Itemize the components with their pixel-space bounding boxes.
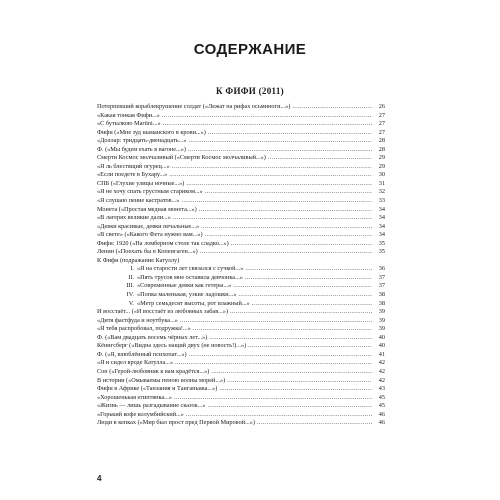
toc-entry-number: III. (126, 282, 134, 290)
toc-leader-dots (257, 419, 372, 428)
toc-entry-title: «В лагерях великие дали...» (97, 214, 171, 222)
toc-entry-title: «Пять трусов мне оставила девчонка...» (137, 273, 243, 281)
toc-entry-title: Фифи: 1920 («На ломберном столе так сладко...») (97, 239, 229, 247)
toc-entry (97, 146, 385, 155)
toc-entry (97, 394, 385, 403)
toc-entry-page: 27 (378, 120, 385, 128)
toc-leader-dots (173, 214, 372, 223)
toc-entry-page: 29 (378, 162, 385, 170)
toc-entry-title: Люди в кепках («Мир был прост пред Первой Мировой...») (97, 419, 255, 427)
toc-entry-page: 41 (378, 350, 385, 358)
toc-entry-title: В истории («Омываемы пеною волны морей...») (97, 376, 226, 384)
toc-leader-dots (193, 325, 372, 334)
toc-leader-dots (231, 240, 372, 249)
toc-entry (97, 308, 385, 317)
toc-entry (97, 240, 385, 249)
toc-leader-dots (208, 129, 372, 138)
toc-entry-title: «Если поедете в Бухару...» (97, 171, 168, 179)
toc-entry-page: 27 (378, 128, 385, 136)
toc-entry (97, 223, 385, 232)
toc-leader-dots (186, 411, 372, 420)
toc-entry-page: 39 (378, 316, 385, 324)
toc-entry-title: «Я и сидел вроде Катулла...» (97, 359, 174, 367)
toc-entry-page: 30 (378, 171, 385, 179)
toc-entry-number: II. (128, 273, 134, 281)
toc-leader-dots (268, 154, 372, 163)
toc-entry-page: 33 (378, 197, 385, 205)
toc-entry-title: «В свете» («Какого Фета нужно вам...») (97, 231, 203, 239)
toc-entry-page: 38 (378, 299, 385, 307)
toc-entry-title: Монета («Простая медная монета...») (97, 205, 197, 213)
toc-leader-dots (233, 282, 372, 291)
toc-entry-page: 27 (378, 111, 385, 119)
toc-entry-page: 38 (378, 291, 385, 299)
toc-entry-page: 40 (378, 333, 385, 341)
toc-entry (97, 377, 385, 386)
toc-entry-page: 28 (378, 137, 385, 145)
toc-entry-page: 46 (378, 419, 385, 427)
toc-entry-page: 35 (378, 239, 385, 247)
toc-entry (97, 419, 385, 428)
toc-entry-title: «Я не хочу спать грустным стариком...» (97, 188, 203, 196)
toc-entry-title: «Девки красивые, девки печальные...» (97, 222, 200, 230)
toc-leader-dots (163, 120, 372, 129)
toc-entry (97, 359, 385, 368)
toc-entry (97, 206, 385, 215)
toc-entry (97, 154, 385, 163)
toc-entry-title: Ф. («Мы будем ехать в вагоне...») (97, 145, 186, 153)
toc-entry (97, 317, 385, 326)
toc-entry-page: 46 (378, 410, 385, 418)
toc-leader-dots (252, 300, 372, 309)
toc-entry (97, 188, 385, 197)
toc-entry-page: 37 (378, 282, 385, 290)
toc-entry (97, 385, 385, 394)
toc-entry (97, 325, 385, 334)
toc-entry (97, 342, 385, 351)
toc-entry-title: «Я тебя распробовал, подружка!...» (97, 325, 191, 333)
toc-entry-title: «Я ль блестящий огурец...» (97, 162, 170, 170)
toc-entry-number: IV. (126, 291, 134, 299)
toc-entry-page: 43 (378, 385, 385, 393)
toc-entry-page: 34 (378, 222, 385, 230)
toc-entry-page: 42 (378, 376, 385, 384)
section-title: К ФИФИ (2011) (216, 86, 284, 96)
toc-entry-page: 45 (378, 393, 385, 401)
toc-leader-dots (245, 265, 372, 274)
toc-entry-title: Ленин («Поехать бы в Копенгаген...») (97, 248, 198, 256)
toc-leader-dots (219, 385, 372, 394)
toc-entry-page: 39 (378, 308, 385, 316)
toc-entry (97, 112, 385, 121)
toc-entry-title: Ф. («Я, влюблённый психопат...») (97, 350, 187, 358)
toc-entry-page: 26 (378, 103, 385, 110)
table-of-contents (97, 103, 385, 428)
toc-leader-dots (169, 171, 372, 180)
toc-entry (97, 103, 385, 112)
toc-entry (97, 120, 385, 129)
page-title: СОДЕРЖАНИЕ (193, 41, 307, 58)
toc-entry-title: К Фифи (подражание Катуллу) (97, 256, 180, 264)
toc-entry (97, 137, 385, 146)
toc-entry-title: Сон («Герой-любовник к вам крадётся...») (97, 367, 210, 375)
toc-leader-dots (205, 188, 372, 197)
toc-entry-page: 36 (378, 265, 385, 273)
toc-entry-page: 32 (378, 188, 385, 196)
toc-entry-page: 28 (378, 145, 385, 153)
toc-entry-title: Фифи в Африке («Танзания и Танганьика...») (97, 385, 218, 393)
toc-entry-page: 35 (378, 248, 385, 256)
toc-leader-dots (248, 342, 372, 351)
toc-entry (97, 231, 385, 240)
toc-leader-dots (189, 351, 372, 360)
toc-entry-title: «С бутылкою Martini...» (97, 120, 161, 128)
toc-leader-dots (188, 137, 372, 146)
toc-leader-dots (227, 377, 372, 386)
toc-entry-title: «Жизнь — лишь разгадывание сказок...» (97, 402, 206, 410)
toc-leader-dots (230, 308, 372, 317)
toc-entry-page: 34 (378, 214, 385, 222)
toc-leader-dots (180, 317, 372, 326)
toc-entry-page: 29 (378, 154, 385, 162)
toc-entry (97, 163, 385, 172)
toc-leader-dots (199, 206, 372, 215)
toc-leader-dots (188, 146, 372, 155)
toc-entry-page: 34 (378, 231, 385, 239)
toc-entry-title: СПБ («Глухие улицы ночные...») (97, 179, 185, 187)
toc-entry-page: 42 (378, 359, 385, 367)
toc-leader-dots (238, 291, 372, 300)
toc-leader-dots (207, 402, 372, 411)
toc-entry-title: «Попка маленькая, узкие ладошки...» (137, 291, 237, 299)
toc-entry-title: «Я слушаю пение кастратов...» (97, 197, 180, 205)
toc-entry (97, 214, 385, 223)
toc-leader-dots (200, 248, 372, 257)
toc-entry-page: 31 (378, 179, 385, 187)
toc-leader-dots (205, 231, 372, 240)
toc-entry (97, 411, 385, 420)
toc-entry-number: I. (130, 265, 134, 273)
toc-leader-dots (186, 180, 372, 189)
toc-entry-title: «Я на старости лет связался с сучкой...» (137, 265, 244, 273)
toc-entry (97, 351, 385, 360)
toc-entry-title: «Хорошенькая египтянка...» (97, 393, 172, 401)
toc-leader-dots (292, 103, 372, 112)
toc-leader-dots (209, 334, 372, 343)
toc-entry-title: «Горький кофе колумбийский...» (97, 410, 184, 418)
toc-entry-title: «Какая тонкая Фифи...» (97, 111, 160, 119)
toc-entry-title: И восстаёт... («И восстаёт из любовных забав...») (97, 308, 229, 316)
toc-entry-page: 42 (378, 367, 385, 375)
toc-leader-dots (211, 368, 372, 377)
toc-entry (97, 197, 385, 206)
toc-entry-title: «Дитя фастфуда и ноутбука...» (97, 316, 178, 324)
toc-leader-dots (172, 163, 372, 172)
toc-entry-title: Потерпевший кораблекрушение солдат («Лежат на рифах осьминоги...») (97, 103, 291, 110)
toc-entry-title: Кёнигсберг («Видна здесь нащий двух (не новость!)...») (97, 342, 247, 350)
toc-entry (97, 300, 385, 309)
toc-entry (97, 282, 385, 291)
toc-entry-page: 45 (378, 402, 385, 410)
toc-leader-dots (245, 274, 372, 283)
toc-leader-dots (174, 394, 372, 403)
toc-entry-title: «Доллар: тридцать-двенадцать...» (97, 137, 187, 145)
toc-entry-page: 34 (378, 205, 385, 213)
page-number: 4 (97, 474, 102, 483)
toc-entry-title: Смерти Космос молчаливый («Смерти Космос молчаливый...») (97, 154, 266, 162)
toc-entry (97, 334, 385, 343)
toc-entry-title: «Метр семьдесят высоты, рот влажный...» (137, 299, 250, 307)
toc-entry (97, 171, 385, 180)
toc-leader-dots (181, 197, 372, 206)
toc-entry (97, 274, 385, 283)
toc-entry-title: «Современные девки как гетеры...» (137, 282, 232, 290)
toc-entry-number: V. (128, 299, 134, 307)
toc-entry (97, 180, 385, 189)
toc-entry (97, 257, 385, 266)
toc-entry-page: 39 (378, 325, 385, 333)
toc-entry-title: Ф. («Вам двадцать восемь чёрных лет...») (97, 333, 208, 341)
toc-entry (97, 265, 385, 274)
toc-entry-title: Фифи («Мне зуд шаманского в крови...») (97, 128, 206, 136)
toc-entry-page: 40 (378, 342, 385, 350)
toc-leader-dots (162, 112, 372, 121)
toc-entry-page: 37 (378, 273, 385, 281)
toc-leader-dots (175, 359, 372, 368)
toc-entry (97, 402, 385, 411)
toc-entry (97, 129, 385, 138)
toc-entry (97, 368, 385, 377)
toc-entry (97, 248, 385, 257)
toc-entry (97, 291, 385, 300)
toc-leader-dots (201, 223, 372, 232)
